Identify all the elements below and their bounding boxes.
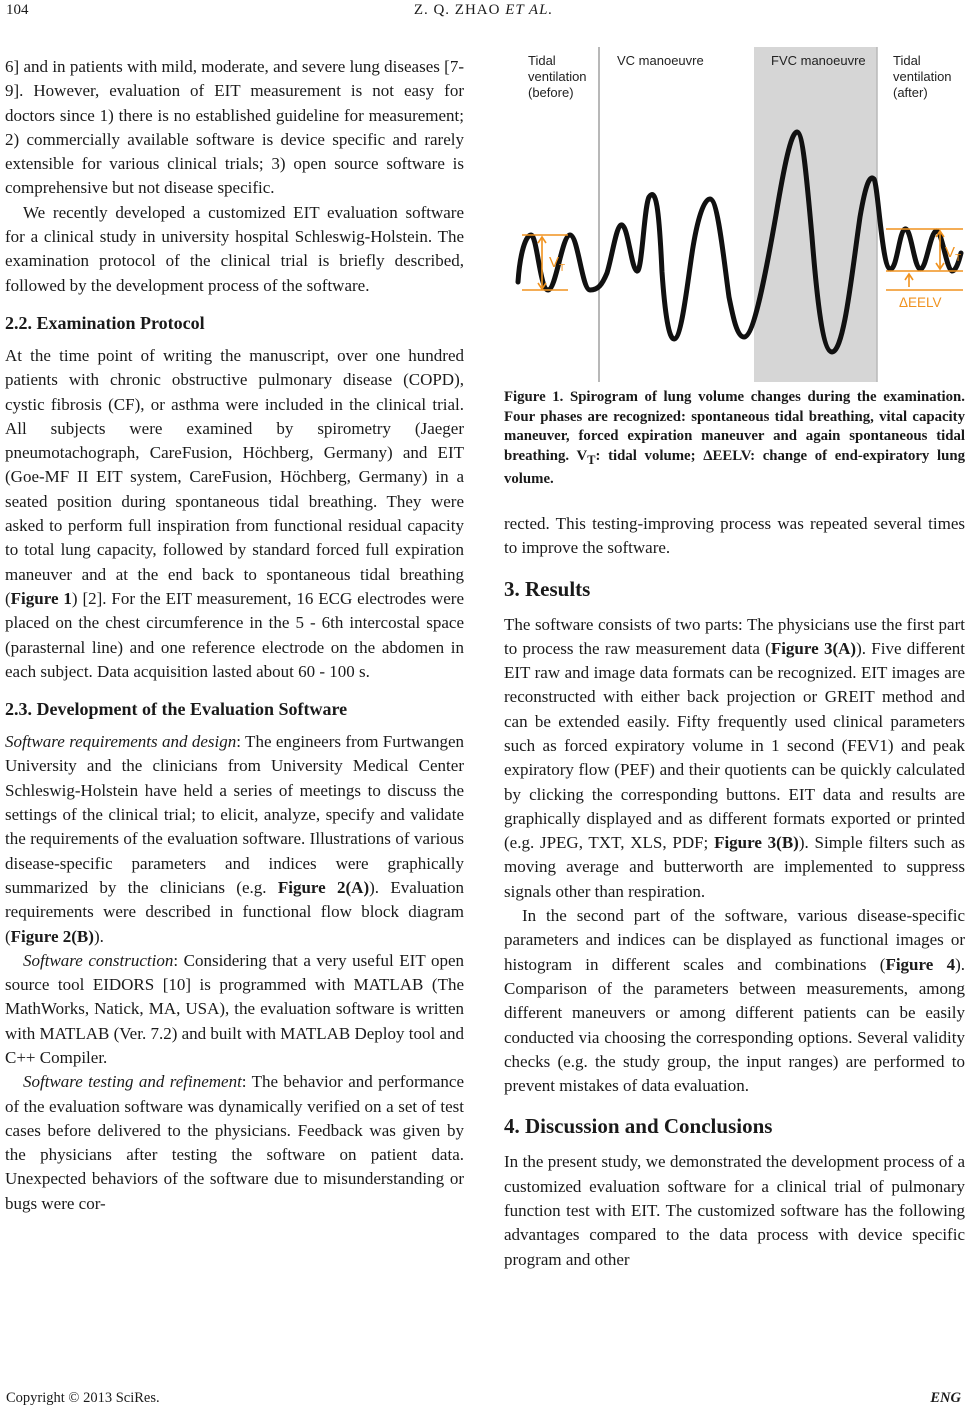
running-header (0, 0, 967, 28)
paragraph: rected. This testing-improving process was repeated several times to improve the software. (504, 513, 965, 558)
section-heading: 3. Results (504, 576, 591, 601)
spirogram-figure (504, 47, 965, 382)
figure-ref[interactable]: Figure 2(A) (277, 877, 370, 897)
figure-ref[interactable]: Figure 3(A) (770, 638, 857, 658)
author-name: Z. Q. ZHAO (413, 2, 501, 18)
right-column (504, 55, 965, 1272)
label-tidal-after: Tidal ventilation (after) (893, 53, 952, 100)
journal-abbrev: ENG (930, 1390, 961, 1406)
paragraph: 6] and in patients with mild, moderate, and severe lung diseases [7-9]. However, evaluation of EIT measurement is not easy for doctors since 1) there is no established guideline for measurement; 2) commercially available software is device specific and rarely extensible for various clinical trials; 3) open source software is comprehensive but not disease specific. (5, 57, 464, 198)
vt-label-before: $V_T$ (549, 254, 566, 274)
paragraph: In the present study, we demonstrated the development process of a customized evaluation software for a clinical trial of pulmonary function test with EIT. The customized software has the following advantages compared to the data process with device specific program and other (504, 1152, 965, 1269)
author-etal: ET AL. (505, 2, 554, 18)
label-tidal-before: Tidal ventilation (before) (528, 53, 587, 100)
figure-ref[interactable]: Figure 2(B) (10, 926, 94, 946)
deelv-label: ΔEELV (899, 295, 942, 310)
figure-caption: Figure 1. Spirogram of lung volume changes during the examination. Four phases are recognized: spontaneous tidal breathing, vital capacity maneuver, forced expiration maneuver and again spontaneous tidal breathing. $V_T$: tidal volume; ΔEELV: change of end-expiratory lung volume. (504, 389, 965, 488)
paragraph: At the time point of writing the manuscript, over one hundred patients with chronic obstructive pulmonary disease (COPD), cystic fibrosis (CF), or asthma were included in the clinical trial. All subjects were examined by spirometry (Jaeger pneumotachograph, CareFusion, Höchberg, Germany) and EIT (Goe-MF II EIT system, CareFusion, Höchberg, Germany) in a seated position during spontaneous tidal breathing. They were asked to perform full inspiration from functional residual capacity to total lung capacity, followed by standard forced full expiration maneuver and at the end back to spontaneous tidal breathing (Figure 1) [2]. For the EIT measurement, 16 ECG electrodes were placed on the chest circumference in the 5 - 6th intercostal space (parasternal line) and one reference electrode on the abdomen in each subject. Data acquisition lasted about 60 - 100 s. (5, 345, 464, 681)
left-column (5, 55, 464, 1216)
page-number: 104 (6, 2, 29, 18)
paragraph: We recently developed a customized EIT evaluation software for a clinical study in university hospital Schleswig-Holstein. The examination protocol of the clinical trial is briefly described, followed by the development process of the software. (5, 202, 464, 295)
section-heading: 4. Discussion and Conclusions (504, 1114, 773, 1139)
paragraph: In the second part of the software, various disease-specific parameters and indices can be displayed as functional images or histogram in different scales and combinations (Figure 4). Comparison of the parameters between measurements, among different maneuvers or among different patients can be easily conducted via choosing the corresponding options. Several validity checks (e.g. the study group, the input ranges) are performed to prevent mistakes of data evaluation. (504, 906, 965, 1096)
paragraph: Software testing and refinement: The behavior and performance of the evaluation software was dynamically verified on a set of test cases before delivered to the physicians. Feedback was given by the physicians after testing the software on patient data. Unexpected behaviors of the software due to misunderstanding or bugs were cor- (5, 1072, 464, 1213)
paragraph: The software consists of two parts: The physicians use the first part to process the raw measurement data (Figure 3(A)). Five different EIT raw and image data formats can be recognized. EIT images are reconstructed with either back projection or GREIT method and can be extended easily. Fifty frequently used clinical parameters such as forced expiratory volume in 1 second (FEV1) and peak expiratory flow (PEF) and their quotients can be quickly calculated by clicking the corresponding buttons. EIT data and results are graphically displayed and as different formats exported or printed (e.g. JPEG, TXT, XLS, PDF; Figure 3(B)). Simple filters such as moving average and butterworth are implemented to suppress signals other than respiration. (504, 614, 965, 901)
label-vc: VC manoeuvre (617, 53, 704, 68)
running-author (0, 2, 967, 19)
figure-ref[interactable]: Figure 4 (885, 954, 956, 974)
paragraph: Software requirements and design: The engineers from Furtwangen University and the clinicians from University Medical Center Schleswig-Holstein have held a series of meetings to discuss the settings of the clinical trial; to elicit, analyze, specify and validate the requirements of the evaluation software. Illustrations of various disease-specific parameters and indices were graphically summarized by the clinicians (e.g. Figure 2(A)). Evaluation requirements were described in functional flow block diagram (Figure 2(B)). (5, 732, 465, 946)
figure-ref[interactable]: Figure 1 (10, 588, 72, 608)
vt-label-after: $V_T$ (945, 244, 962, 264)
copyright: Copyright © 2013 SciRes. (6, 1390, 160, 1406)
figure-ref[interactable]: Figure 3(B) (714, 833, 799, 853)
section-heading: 2.3. Development of the Evaluation Software (5, 699, 348, 720)
spirogram-svg (504, 47, 965, 382)
paragraph: Software construction: Considering that a very useful EIT open source tool EIDORS [10] is programmed with MATLAB (The MathWorks, Natick, MA, USA), the evaluation software is written with MATLAB (Ver. 7.2) and built with MATLAB Deploy tool and C++ Compiler. (5, 950, 464, 1067)
section-heading: 2.2. Examination Protocol (5, 312, 205, 333)
label-fvc: FVC manoeuvre (771, 53, 866, 68)
spirogram-trace (518, 132, 961, 352)
